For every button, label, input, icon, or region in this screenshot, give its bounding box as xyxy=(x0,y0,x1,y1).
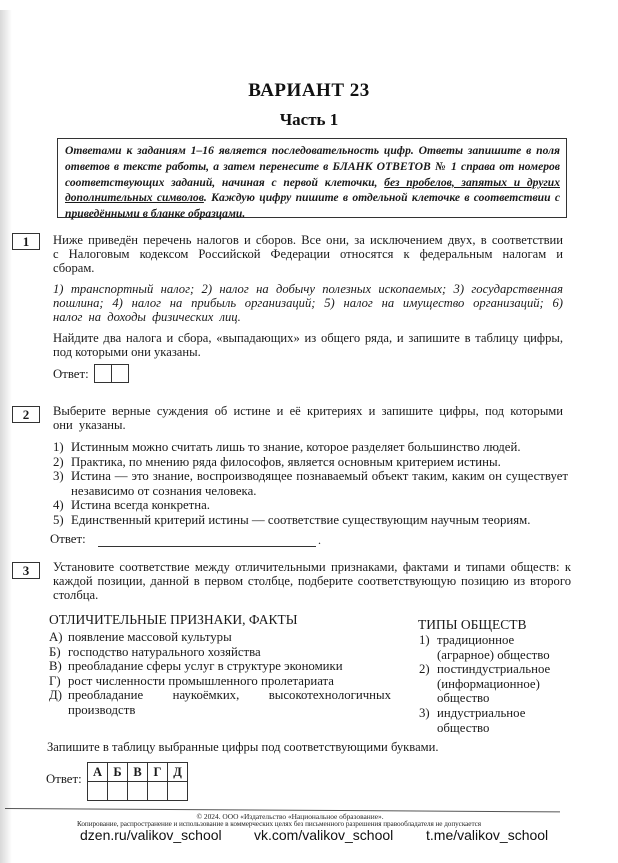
option-number: 3) xyxy=(53,469,64,484)
society-type-text: постиндустриальное (информационное) общество xyxy=(437,662,551,706)
answer-table-cell[interactable] xyxy=(148,782,168,801)
instructions-text-end: . Каждую цифру пишите в отдельной клеточке в соответствии с приведёнными в бланке образцами. xyxy=(65,191,561,221)
task-1-prompt: Ниже приведён перечень налогов и сборов. Все они, за исключением двух, в соответствии с Налоговым кодексом Российской Федерации относятся к федеральным налогам и сборам. xyxy=(53,233,563,276)
feature-letter: Г) xyxy=(49,673,61,688)
task-2-answer-field[interactable] xyxy=(98,546,316,547)
answer-table-header: Г xyxy=(148,763,168,782)
scan-edge-shadow xyxy=(0,10,12,863)
task-1-answer-cells xyxy=(95,364,129,383)
task-number-1: 1 xyxy=(12,233,40,250)
option-number: 4) xyxy=(53,498,64,513)
feature-text: преобладание наукоёмких, высокотехнологичных производств xyxy=(68,688,391,717)
answer-cell[interactable] xyxy=(94,364,112,383)
instructions-underlined: без пробелов, запятых и других дополнительных символов xyxy=(65,175,560,205)
footer-link-vk[interactable]: vk.com/valikov_school xyxy=(254,827,394,843)
answer-cell[interactable] xyxy=(111,364,129,383)
feature-letter: А) xyxy=(49,630,63,644)
variant-title: ВАРИАНТ 23 xyxy=(248,80,370,101)
footer-link-dzen[interactable]: dzen.ru/valikov_school xyxy=(80,827,222,843)
option-item xyxy=(53,498,568,513)
society-type-number: 2) xyxy=(419,662,430,677)
option-item xyxy=(53,513,568,528)
feature-item xyxy=(49,674,391,689)
society-type-item xyxy=(419,633,569,662)
feature-item xyxy=(49,688,391,717)
option-text: Истина всегда конкретна. xyxy=(71,498,211,513)
task-2-answer-period: . xyxy=(318,533,321,547)
task-2-options xyxy=(53,440,568,528)
footer-copyright: © 2024. ООО «Издательство «Национальное образование». xyxy=(196,812,384,821)
option-text: Практика, по мнению ряда философов, является основным критерием истины. xyxy=(71,454,501,469)
task-2-answer-label: Ответ: xyxy=(50,532,86,546)
society-type-number: 1) xyxy=(419,633,430,647)
task-3-prompt: Установите соответствие между отличительными признаками, фактами и типами обществ: к каждой позиции, данной в первом столбце, подберите соответствующую позицию из второго столбца. xyxy=(53,560,571,603)
society-type-text: индустриальное общество xyxy=(437,705,526,735)
society-type-item xyxy=(419,662,569,706)
feature-letter: Б) xyxy=(49,644,61,659)
society-type-number: 3) xyxy=(419,705,430,720)
answer-table-cell[interactable] xyxy=(168,782,188,801)
feature-letter: В) xyxy=(49,659,62,674)
task-number-2: 2 xyxy=(12,406,40,423)
option-text: Единственный критерий истины — соответствие существующим научным теориям. xyxy=(71,512,531,527)
instructions-box xyxy=(57,138,567,221)
feature-item xyxy=(49,630,391,645)
task-3-instruction: Запишите в таблицу выбранные цифры под соответствующими буквами. xyxy=(47,740,439,754)
society-type-text: традиционное (аграрное) общество xyxy=(437,633,550,662)
answer-table-header: А xyxy=(88,763,108,782)
part-title: Часть 1 xyxy=(279,110,339,129)
option-number: 2) xyxy=(53,454,64,469)
task-3-right-items xyxy=(419,633,569,735)
task-1-answer-label: Ответ: xyxy=(53,367,89,381)
option-text: Истина — это знание, воспроизводящее познаваемый объект таким, каким он существует независимо от сознания человека. xyxy=(71,469,568,498)
society-type-item xyxy=(419,706,569,735)
feature-text: появление массовой культуры xyxy=(68,630,232,644)
answer-table-header: Д xyxy=(168,763,188,782)
feature-item xyxy=(49,659,391,674)
feature-text: господство натурального хозяйства xyxy=(68,644,261,659)
task-2-prompt: Выберите верные суждения об истине и её критериях и запишите цифры, под которыми они указаны. xyxy=(53,404,563,433)
task-3-left-items xyxy=(49,630,391,718)
option-number: 1) xyxy=(53,440,64,454)
feature-letter: Д) xyxy=(49,688,62,703)
task-3-answer-label: Ответ: xyxy=(46,772,82,786)
option-text: Истинным можно считать лишь то знание, которое разделяет большинство людей. xyxy=(71,440,521,454)
answer-table-cell[interactable] xyxy=(128,782,148,801)
answer-table-cell[interactable] xyxy=(108,782,128,801)
task-3-right-header: ТИПЫ ОБЩЕСТВ xyxy=(418,617,527,632)
option-item xyxy=(53,440,568,455)
task-1-list: 1) транспортный налог; 2) налог на добычу полезных ископаемых; 3) государственная пошлина; 4) налог на прибыль организаций; 5) налог на имущество организаций; 6) налог на доходы физических лиц. xyxy=(53,282,563,325)
instructions-text: Ответами к заданиям 1–16 является последовательность цифр. Ответы запишите в поля ответов в тексте работы, а затем перенесите в БЛАНК ОТВЕТОВ № 1 справа от номеров соответствующих заданий, начиная с первой клеточки, xyxy=(65,144,560,189)
answer-table-cell[interactable] xyxy=(88,782,108,801)
option-item xyxy=(53,455,568,470)
feature-text: преобладание сферы услуг в структуре экономики xyxy=(68,659,343,674)
task-3-answer-table xyxy=(87,762,188,801)
footer-link-telegram[interactable]: t.me/valikov_school xyxy=(426,827,549,843)
feature-item xyxy=(49,645,391,660)
task-1-question: Найдите два налога и сбора, «выпадающих» из общего ряда, и запишите в таблицу цифры, под которыми они указаны. xyxy=(53,331,563,360)
answer-table-header: В xyxy=(128,763,148,782)
feature-text: рост численности промышленного пролетариата xyxy=(68,673,334,688)
task-3-left-header: ОТЛИЧИТЕЛЬНЫЕ ПРИЗНАКИ, ФАКТЫ xyxy=(49,612,298,627)
option-number: 5) xyxy=(53,512,64,527)
task-number-3: 3 xyxy=(12,562,40,579)
footer-notice: Копирование, распространение и использование в коммерческих целях без письменного разрешения правообладателя не допускается xyxy=(76,820,482,828)
option-item xyxy=(53,469,568,498)
answer-table-header: Б xyxy=(108,763,128,782)
